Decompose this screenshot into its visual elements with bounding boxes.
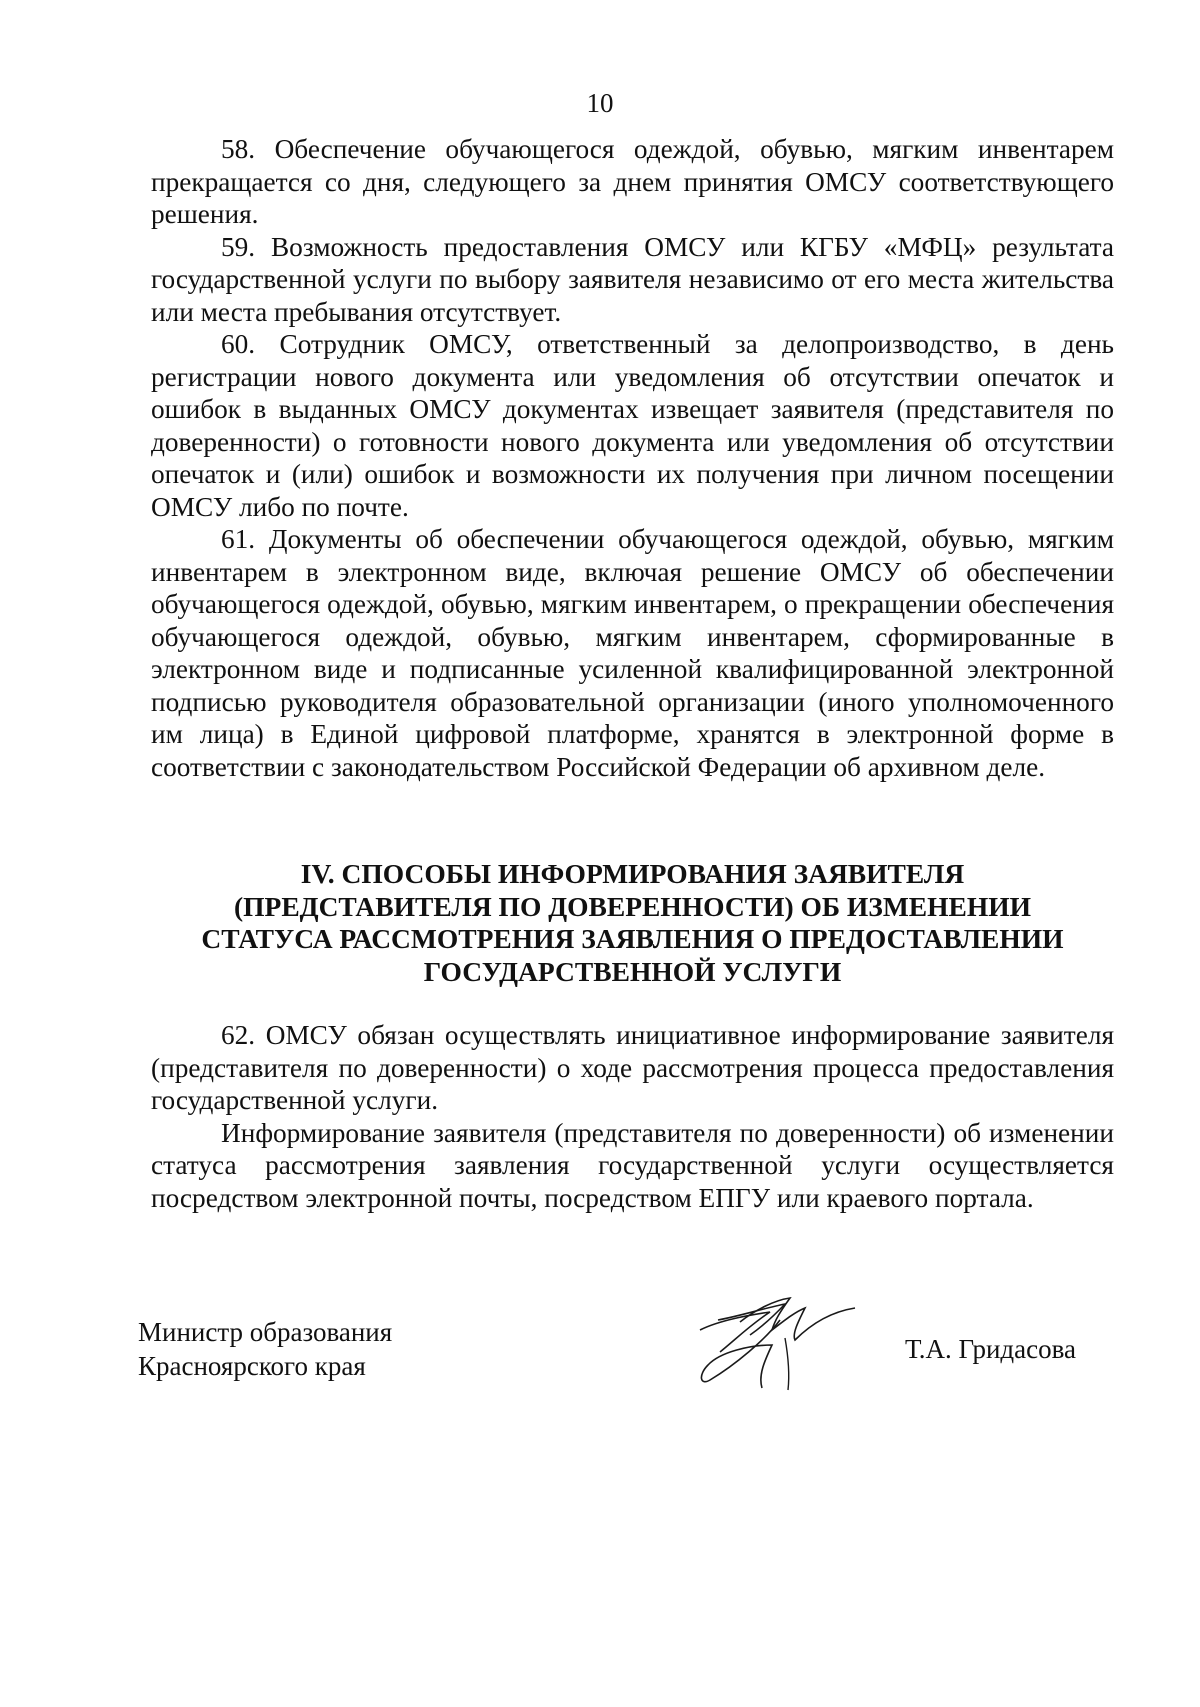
signatory-position-line: Министр образования: [138, 1317, 393, 1347]
signatory-position-line: Красноярского края: [138, 1351, 366, 1381]
document-body-bottom: [151, 1019, 1114, 1214]
section-heading: [151, 858, 1114, 988]
paragraph-58: 58. Обеспечение обучающегося одеждой, обувью, мягким инвентарем прекращается со дня, следующего за днем принятия ОМСУ соответствующего решения.: [151, 134, 1114, 229]
section-heading-line: IV. СПОСОБЫ ИНФОРМИРОВАНИЯ ЗАЯВИТЕЛЯ: [300, 858, 965, 889]
paragraph-61: 61. Документы об обеспечении обучающегося одеждой, обувью, мягким инвентарем в электронном виде, включая решение ОМСУ об обеспечении обучающегося одеждой, обувью, мягким инвентарем, о прекращении обеспечения обучающегося одеждой, обувью, мягким инвентарем, сформированные в электронном виде и подписанные усиленной квалифицированной электронной подписью руководителя образовательной организации (иного уполномоченного им лица) в Единой цифровой платформе, хранятся в электронной форме в соответствии с законодательством Российской Федерации об архивном деле.: [151, 524, 1114, 782]
page-number: 10: [586, 88, 614, 118]
signatory-position: [138, 1315, 392, 1383]
signatory-name: Т.А. Гридасова: [905, 1334, 1076, 1364]
section-heading-line: (ПРЕДСТАВИТЕЛЯ ПО ДОВЕРЕННОСТИ) ОБ ИЗМЕНЕНИИ: [233, 890, 1032, 922]
handwritten-signature-icon: [680, 1290, 870, 1400]
paragraph-60: 60. Сотрудник ОМСУ, ответственный за делопроизводство, в день регистрации нового документа или уведомления об отсутствии опечаток и ошибок в выданных ОМСУ документах извещает заявителя (представителя по доверенности) о готовности нового документа или уведомления об отсутствии опечаток и (или) ошибок и возможности их получения при личном посещении ОМСУ либо по почте.: [151, 329, 1114, 522]
paragraph-informing: Информирование заявителя (представителя по доверенности) об изменении статуса рассмотрения заявления государственной услуги осуществляется посредством электронной почты, посредством ЕПГУ или краевого портала.: [151, 1117, 1114, 1213]
paragraph-62: 62. ОМСУ обязан осуществлять инициативное информирование заявителя (представителя по доверенности) о ходе рассмотрения процесса предоставления государственной услуги.: [151, 1020, 1114, 1115]
document-body-top: [151, 133, 1114, 783]
section-heading-line: СТАТУСА РАССМОТРЕНИЯ ЗАЯВЛЕНИЯ О ПРЕДОСТАВЛЕНИИ: [201, 923, 1064, 954]
paragraph-59: 59. Возможность предоставления ОМСУ или КГБУ «МФЦ» результата государственной услуги по выбору заявителя независимо от его места жительства или места пребывания отсутствует.: [151, 231, 1114, 327]
section-heading-line: ГОСУДАРСТВЕННОЙ УСЛУГИ: [423, 955, 842, 987]
